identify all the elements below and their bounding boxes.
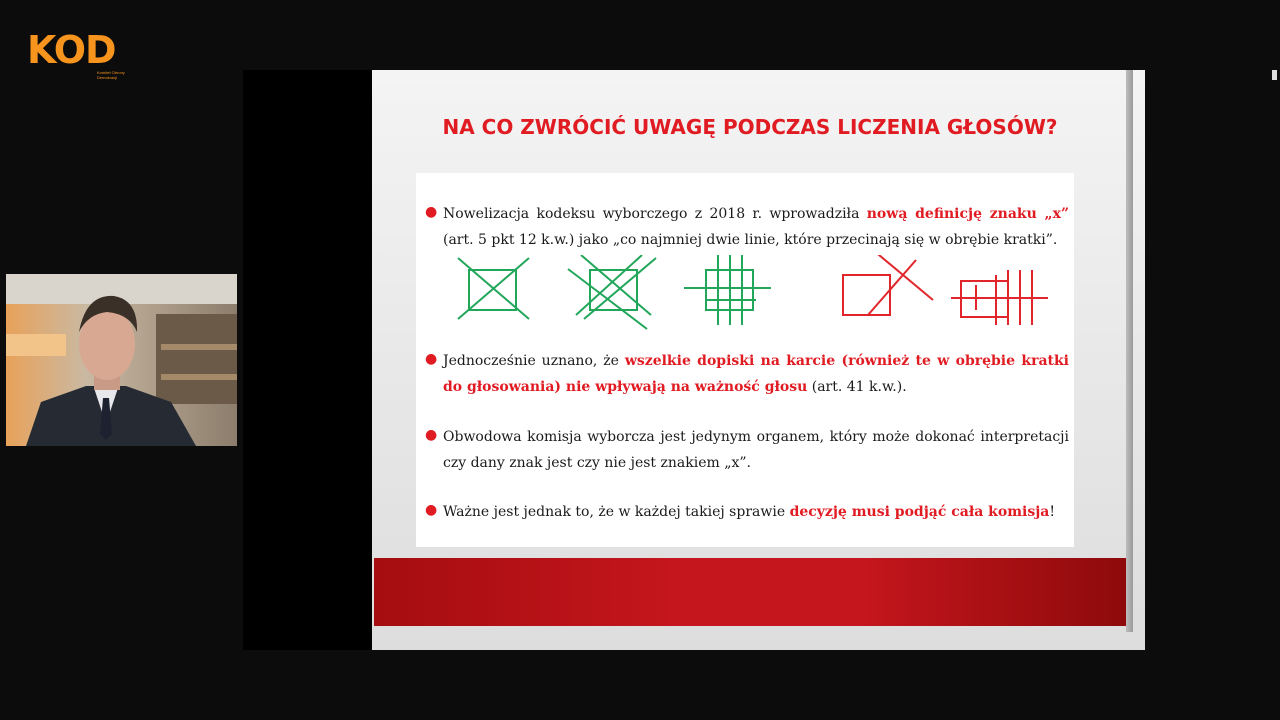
presenter-webcam [6, 274, 237, 446]
bullet-highlight: nową definicję znaku „x” [866, 206, 1069, 222]
scrollbar-thumb[interactable] [1272, 70, 1277, 80]
bullet-text: Ważne jest jednak to, że w każdej takiej sprawie [443, 504, 790, 520]
bullet-dot-icon: ● [425, 502, 438, 518]
bullet-dot-icon: ● [425, 351, 438, 367]
bullet-text: Jednocześnie uznano, że [443, 353, 625, 369]
valid-mark-hash-icon [684, 255, 771, 325]
valid-mark-double-x-icon [568, 255, 656, 329]
bullet-highlight: decyzję musi podjąć cała komisja [789, 504, 1050, 520]
mark-examples [416, 255, 1074, 345]
slide-content-box [416, 173, 1074, 547]
bullet-text: Nowelizacja kodeksu wyborczego z 2018 r. wprowadziła [443, 206, 867, 222]
bullet-item [426, 424, 1069, 476]
presenter-video-icon [6, 274, 237, 446]
slide-title: NA CO ZWRÓCIĆ UWAGĘ PODCZAS LICZENIA GŁOSÓW? [442, 115, 1058, 139]
bullet-text: (art. 5 pkt 12 k.w.) jako „co najmniej dwie linie, które przecinają się w obrębie kratki”. [443, 232, 1058, 248]
bullet-text: ! [1049, 504, 1055, 520]
bullet-dot-icon: ● [425, 427, 438, 443]
slide-footer-band [374, 558, 1126, 626]
invalid-mark-parallel-lines-icon [951, 270, 1048, 325]
bullet-text: Obwodowa komisja wyborcza jest jedynym organem, który może dokonać interpretacji czy dany znak jest czy nie jest znakiem „x”. [443, 429, 1069, 471]
bullet-item [426, 499, 1069, 525]
logo-subtitle: Komitet Obrony Demokracji [97, 70, 125, 80]
kod-logo [27, 30, 137, 85]
bullet-highlight: wszelkie dopiski na karcie (również te w obrębie kratki do głosowania) nie wpływają na ważność głosu [443, 353, 1069, 395]
bullet-item [426, 201, 1069, 253]
bullet-dot-icon: ● [425, 204, 438, 220]
slide-edge-shadow [1126, 70, 1133, 632]
bullet-item [426, 348, 1069, 400]
bullet-text: (art. 41 k.w.). [807, 379, 907, 395]
presentation-slide [372, 70, 1145, 650]
logo-text: KOD [27, 28, 116, 72]
valid-mark-x-in-box-icon [458, 258, 529, 319]
invalid-mark-outside-cross-icon [843, 255, 933, 315]
